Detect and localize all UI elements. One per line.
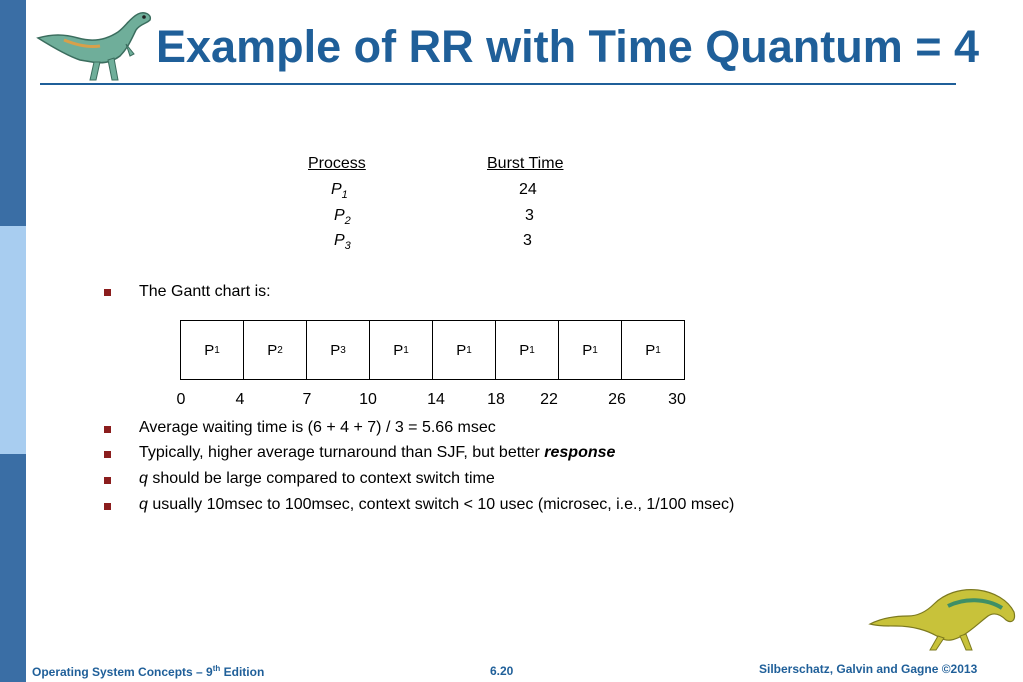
bullet-q-range: q usually 10msec to 100msec, context switch < 10 usec (microsec, i.e., 1/100 msec) <box>139 496 735 513</box>
gantt-intro-text: The Gantt chart is: <box>139 283 271 300</box>
bullet-marker-icon <box>104 477 111 484</box>
gantt-tick: 22 <box>540 391 558 408</box>
gantt-tick: 18 <box>487 391 505 408</box>
gantt-tick: 7 <box>302 391 312 408</box>
bullet-turnaround: Typically, higher average turnaround than SJF, but better response <box>139 444 616 461</box>
left-sidebar <box>0 0 26 682</box>
process-name-p2: $P_2$ <box>334 207 351 228</box>
bullet-q-large: q should be large compared to context switch time <box>139 470 495 487</box>
footer-book-title: Operating System Concepts – 9th Edition <box>32 664 265 679</box>
gantt-tick: 30 <box>668 391 686 408</box>
page-title: Example of RR with Time Quantum = 4 <box>156 21 980 72</box>
gantt-tick: 4 <box>235 391 245 408</box>
title-divider <box>40 83 956 85</box>
dinosaur-logo-icon <box>34 4 156 84</box>
process-header: Process <box>308 155 366 172</box>
gantt-cell: P 1 <box>433 321 496 379</box>
gantt-cell: P 2 <box>244 321 307 379</box>
burst-value-p2: 3 <box>525 207 534 224</box>
footer-page-number: 6.20 <box>490 664 514 678</box>
bullet-waiting-time: Average waiting time is (6 + 4 + 7) / 3 = 5.66 msec <box>139 419 496 436</box>
gantt-tick: 14 <box>427 391 445 408</box>
process-name-p1: $P_1$ <box>331 181 348 202</box>
sidebar-block-bottom <box>0 454 26 682</box>
gantt-cell: P 1 <box>181 321 244 379</box>
gantt-cell: P 1 <box>645 341 661 359</box>
footer-authors: Silberschatz, Galvin and Gagne ©2013 <box>759 662 978 676</box>
gantt-cell: P 1 <box>559 321 622 379</box>
gantt-chart <box>180 320 685 380</box>
bullet-marker-icon <box>104 451 111 458</box>
burst-value-p3: 3 <box>523 232 532 249</box>
bullet-marker-icon <box>104 503 111 510</box>
bullet-marker-icon <box>104 426 111 433</box>
gantt-cell: P 1 <box>370 321 433 379</box>
gantt-tick: 0 <box>176 391 186 408</box>
gantt-cell: P 1 <box>496 321 559 379</box>
burst-time-header: Burst Time <box>487 155 564 172</box>
process-name-p3: $P_3$ <box>334 232 351 253</box>
gantt-tick: 10 <box>359 391 377 408</box>
burst-value-p1: 24 <box>519 181 537 198</box>
dinosaur-footer-icon <box>868 586 1018 652</box>
gantt-tick: 26 <box>608 391 626 408</box>
gantt-cell: P 3 <box>307 321 370 379</box>
bullet-marker-icon <box>104 289 111 296</box>
process-table <box>0 155 700 265</box>
